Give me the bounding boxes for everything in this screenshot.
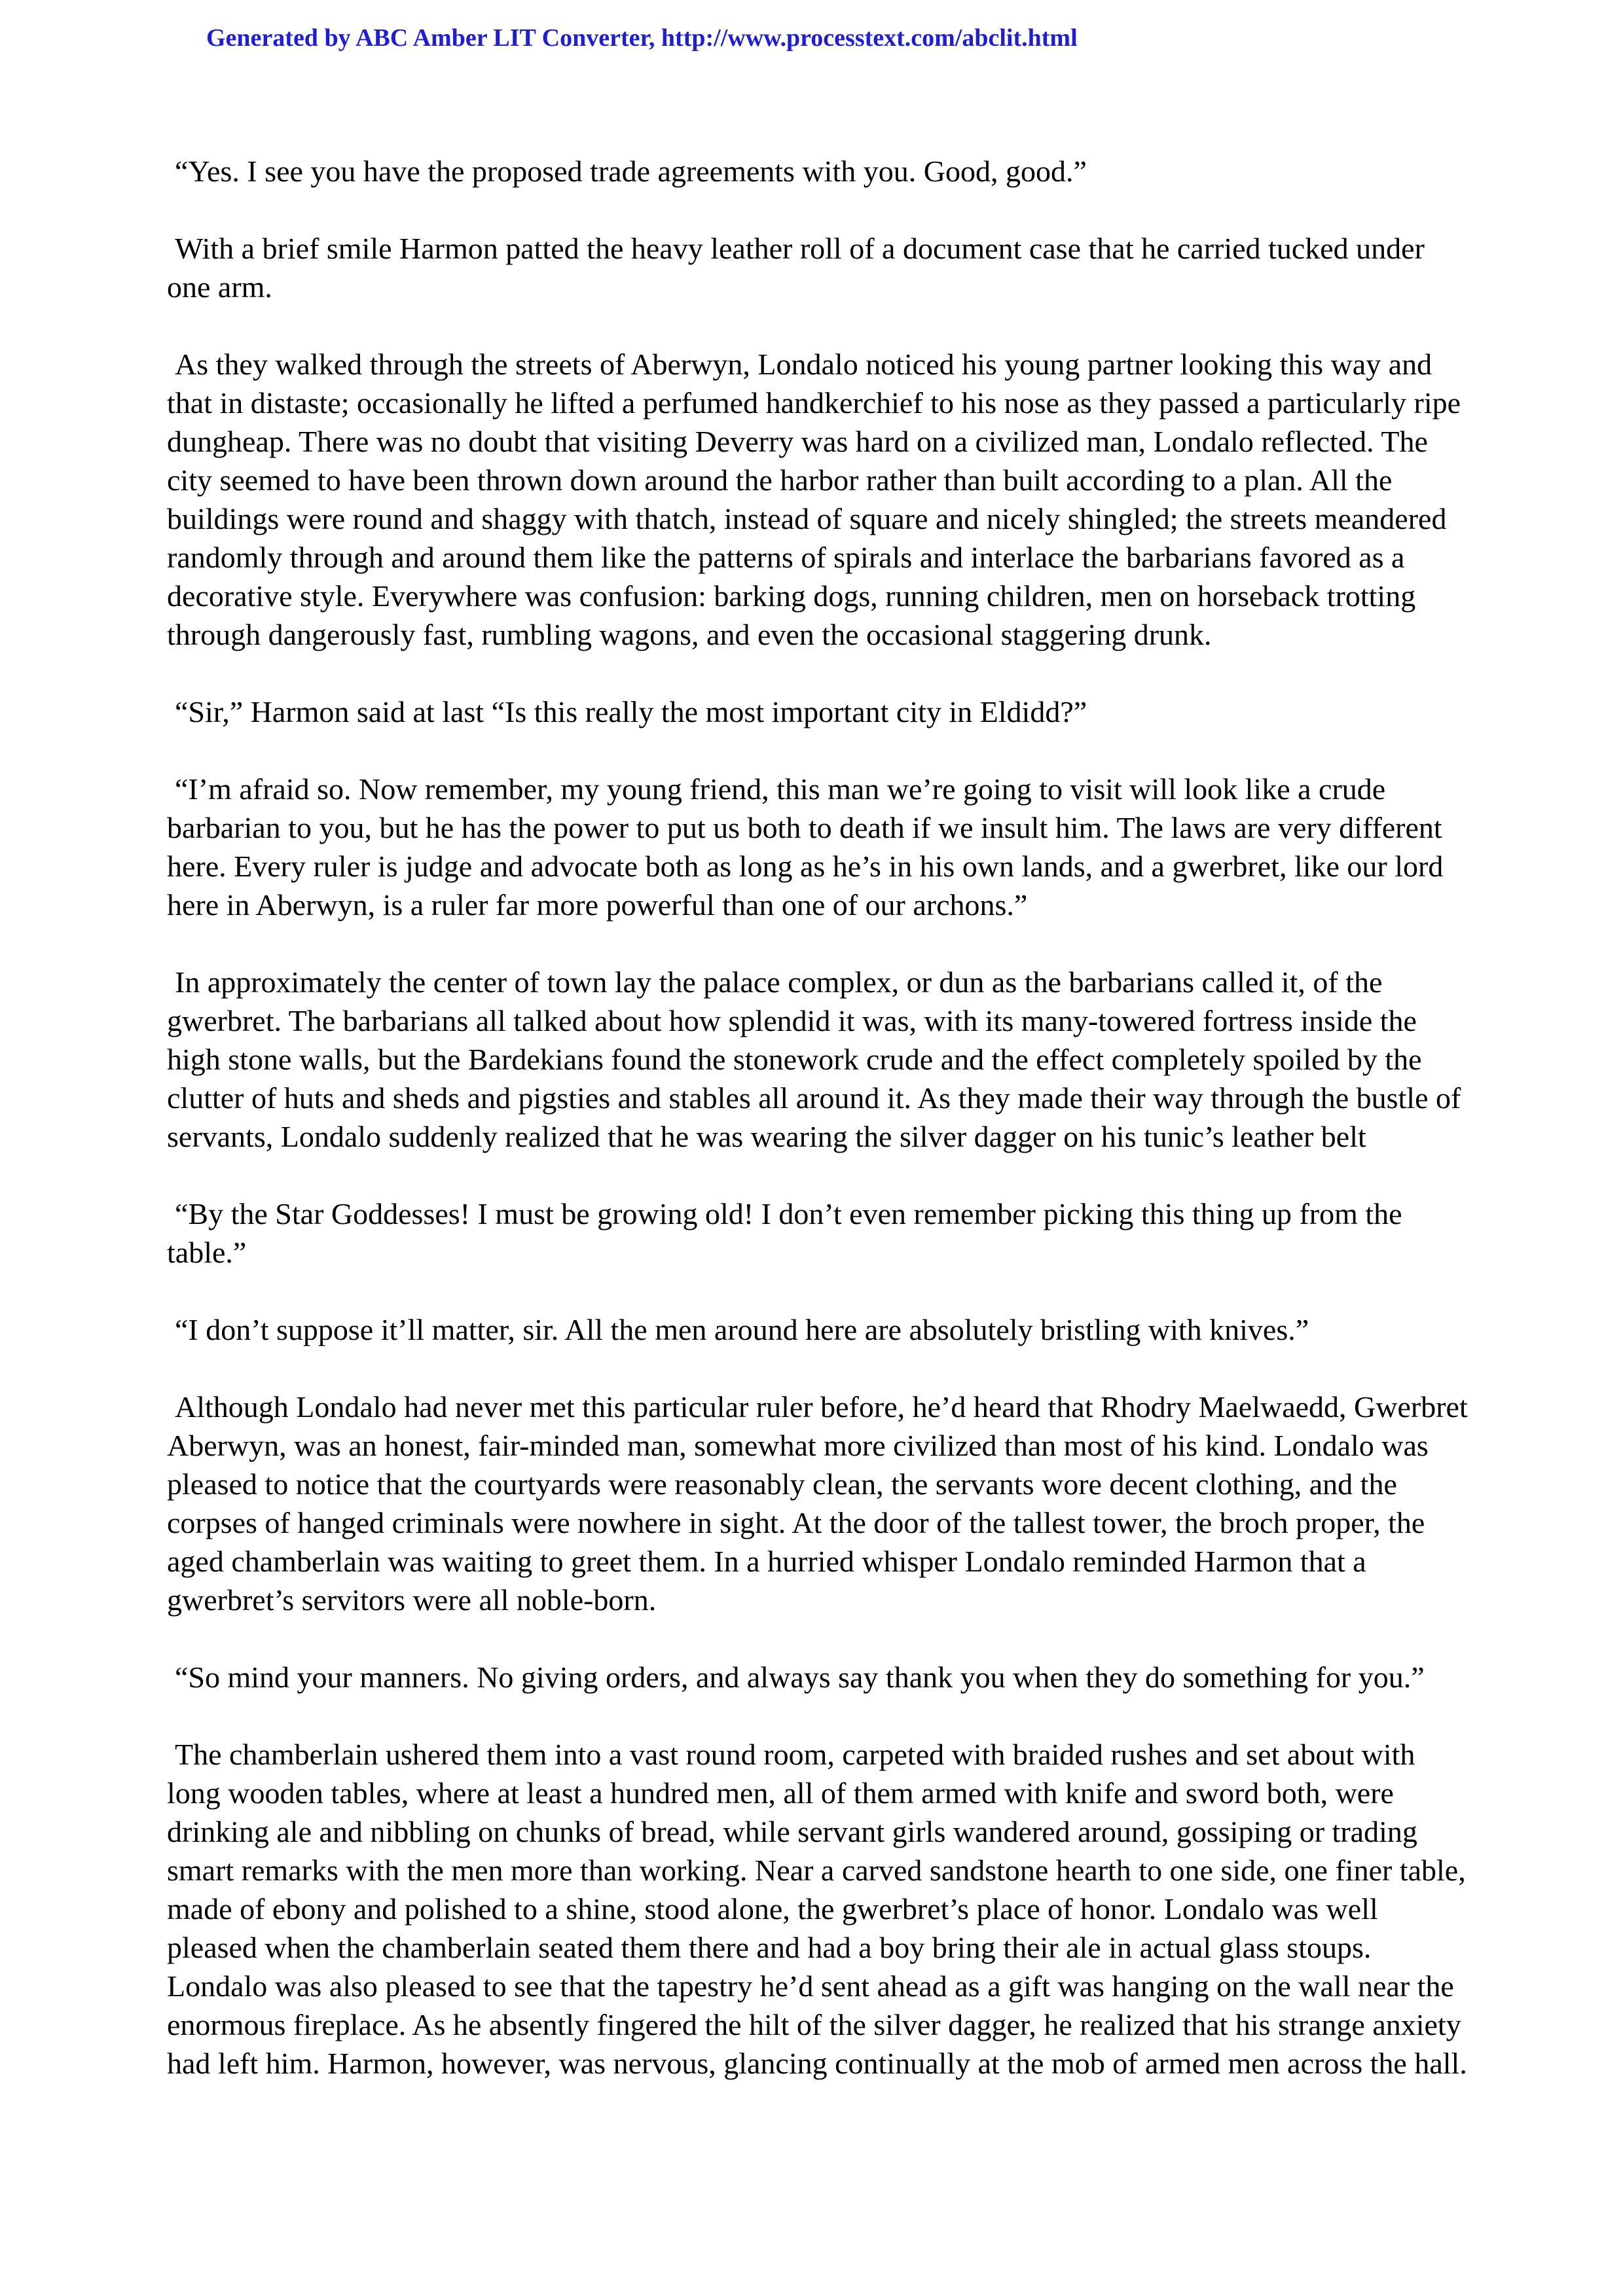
paragraph: With a brief smile Harmon patted the heavy leather roll of a document case that he carried tucked under one arm. <box>167 232 1425 304</box>
paragraph: “I don’t suppose it’ll matter, sir. All the men around here are absolutely bristling with knives.” <box>175 1313 1309 1346</box>
paragraph: Although Londalo had never met this particular ruler before, he’d heard that Rhodry Maelwaedd, Gwerbret Aberwyn, was an honest, fair-minded man, somewhat more civilized than most of his kind. Londalo was pleased to notice that the courtyards were reasonably clean, the servants wore decent clothing, and the corpses of hanged criminals were nowhere in sight. At the door of the tallest tower, the broch proper, the aged chamberlain was waiting to greet them. In a hurried whisper Londalo reminded Harmon that a gwerbret’s servitors were all noble-born. <box>167 1390 1468 1617</box>
banner-text: Generated by ABC Amber LIT Converter, <box>206 24 661 52</box>
paragraph: “So mind your manners. No giving orders, and always say thank you when they do something for you.” <box>175 1660 1425 1694</box>
paragraph: As they walked through the streets of Aberwyn, Londalo noticed his young partner looking this way and that in distaste; occasionally he lifted a perfumed handkerchief to his nose as they passed a particularly ripe dungheap. There was no doubt that visiting Deverry was hard on a civilized man, Londalo reflected. The city seemed to have been thrown down around the harbor rather than built according to a plan. All the buildings were round and shaggy with thatch, instead of square and nicely shingled; the streets meandered randomly through and around them like the patterns of spirals and interlace the barbarians favored as a decorative style. Everywhere was confusion: barking dogs, running children, men on horseback trotting through dangerously fast, rumbling wagons, and even the occasional staggering drunk. <box>167 348 1461 651</box>
paragraph: The chamberlain ushered them into a vast round room, carpeted with braided rushes and set about with long wooden tables, where at least a hundred men, all of them armed with knife and sword both, were drinking ale and nibbling on chunks of bread, while servant girls wandered around, gossiping or trading smart remarks with the men more than working. Near a carved sandstone hearth to one side, one finer table, made of ebony and polished to a shine, stood alone, the gwerbret’s place of honor. Londalo was well pleased when the chamberlain seated them there and had a boy bring their ale in actual glass stoups. Londalo was also pleased to see that the tapestry he’d sent ahead as a gift was hanging on the wall near the enormous fireplace. As he absently fingered the hilt of the silver dagger, he realized that his strange anxiety had left him. Harmon, however, was nervous, glancing continually at the mob of armed men across the hall. <box>167 1738 1467 2080</box>
paragraph: “Sir,” Harmon said at last “Is this really the most important city in Eldidd?” <box>175 695 1087 728</box>
paragraph: “By the Star Goddesses! I must be growing old! I don’t even remember picking this thing up from the table.” <box>167 1197 1402 1269</box>
paragraph: “I’m afraid so. Now remember, my young friend, this man we’re going to visit will look like a crude barbarian to you, but he has the power to put us both to death if we insult him. The laws are very different here. Every ruler is judge and advocate both as long as he’s in his own lands, and a gwerbret, like our lord here in Aberwyn, is a ruler far more powerful than one of our archons.” <box>167 772 1444 922</box>
story-text <box>167 152 1470 2083</box>
converter-banner <box>206 18 1078 58</box>
paragraph: “Yes. I see you have the proposed trade agreements with you. Good, good.” <box>175 154 1087 188</box>
paragraph: In approximately the center of town lay the palace complex, or dun as the barbarians called it, of the gwerbret. The barbarians all talked about how splendid it was, with its many-towered fortress inside the high stone walls, but the Bardekians found the stonework crude and the effect completely spoiled by the clutter of huts and sheds and pigsties and stables all around it. As they made their way through the bustle of servants, Londalo suddenly realized that he was wearing the silver dagger on his tunic’s leather belt <box>167 965 1461 1153</box>
converter-link[interactable]: http://www.processtext.com/abclit.html <box>661 24 1078 52</box>
